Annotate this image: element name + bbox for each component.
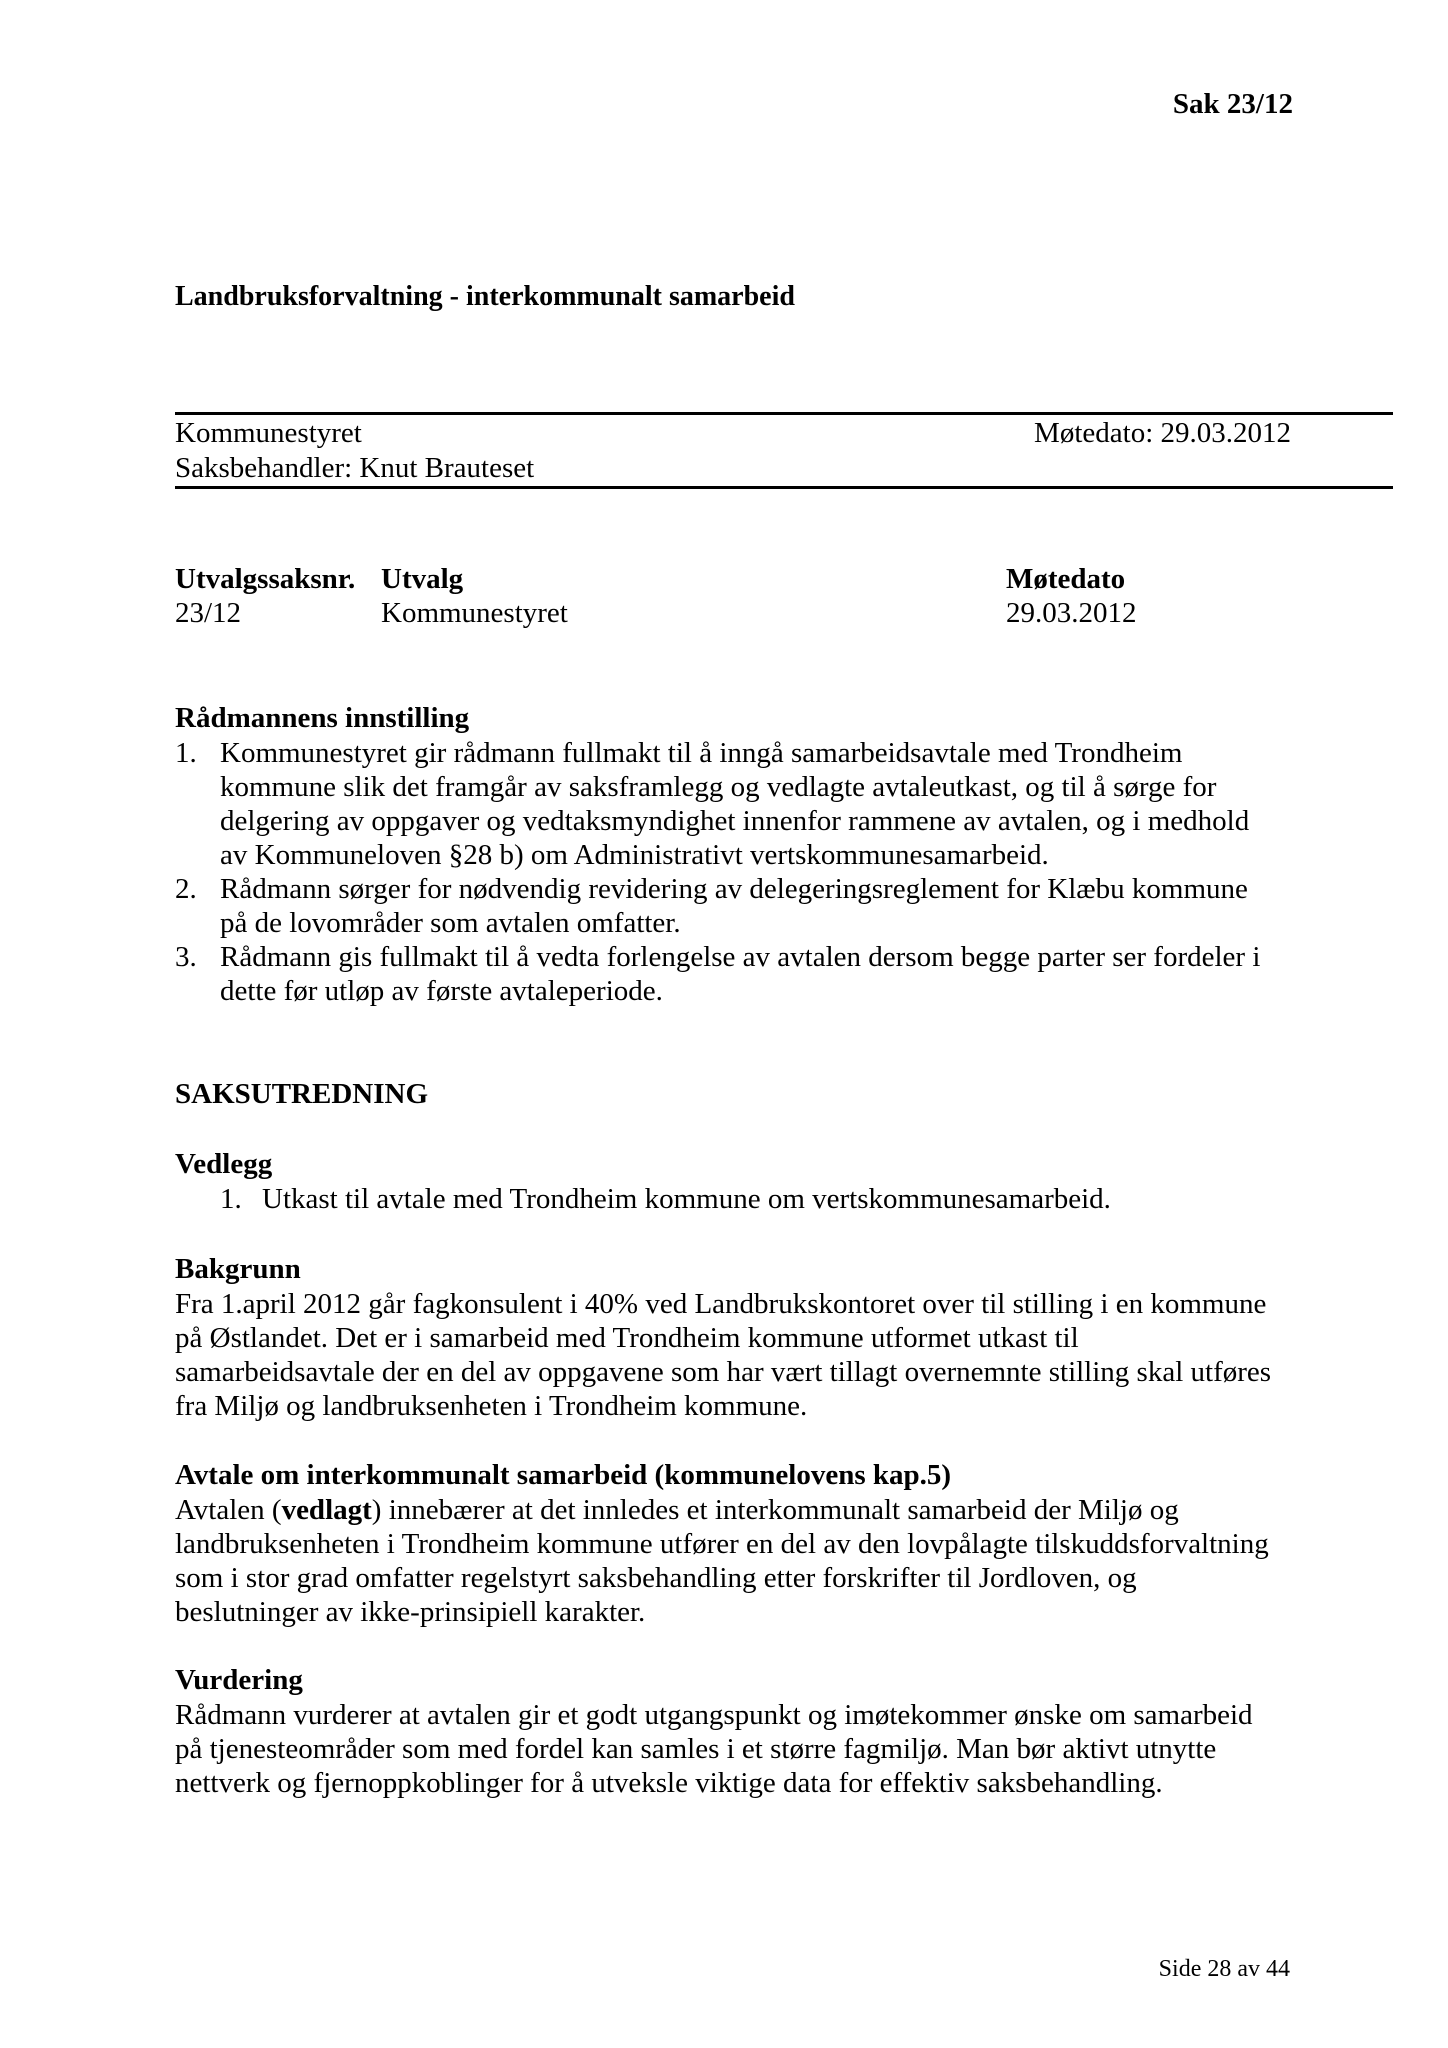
list-item-text [220, 940, 1300, 1008]
text-line: delgering av oppgaver og vedtaksmyndighet innenfor rammene av avtalen, og i medhold [220, 805, 1250, 837]
text-line [175, 1493, 1269, 1527]
text-line: beslutninger av ikke-prinsipiell karakter. [175, 1596, 646, 1628]
case-table-header-date: Møtedato [1006, 563, 1126, 595]
avtale-paragraph [175, 1493, 1269, 1629]
text-line: Rådmann sørger for nødvendig revidering av delegeringsreglement for Klæbu kommune [220, 873, 1248, 905]
list-item-text [220, 872, 1300, 940]
list-item-text [262, 1182, 1342, 1216]
text-run: Avtalen ( [175, 1494, 282, 1526]
case-table-header-number: Utvalgssaksnr. [175, 563, 356, 595]
vurdering-paragraph [175, 1698, 1253, 1800]
text-line: dette før utløp av første avtaleperiode. [220, 975, 663, 1007]
text-line: Fra 1.april 2012 går fagkonsulent i 40% ved Landbrukskontoret over til stilling i en kommune [175, 1288, 1267, 1320]
list-item-number: 1. [220, 1183, 242, 1215]
page-number: Side 28 av 44 [1158, 1956, 1290, 1982]
text-line: Rådmann gis fullmakt til å vedta forlengelse av avtalen dersom begge parter ser fordeler i [220, 941, 1261, 973]
committee-name: Kommunestyret [175, 417, 362, 449]
text-line: Rådmann vurderer at avtalen gir et godt utgangspunkt og imøtekommer ønske om samarbeid [175, 1699, 1253, 1731]
text-line: på tjenesteområder som med fordel kan samles i et større fagmiljø. Man bør aktivt utnytte [175, 1733, 1217, 1765]
recommendation-heading: Rådmannens innstilling [175, 702, 470, 734]
vurdering-heading: Vurdering [175, 1664, 303, 1696]
avtale-heading: Avtale om interkommunalt samarbeid (kommunelovens kap.5) [175, 1459, 952, 1491]
divider-bottom [175, 486, 1393, 489]
bakgrunn-paragraph [175, 1287, 1271, 1423]
list-item-number: 3. [175, 941, 197, 973]
text-line: fra Miljø og landbruksenheten i Trondheim kommune. [175, 1390, 808, 1422]
text-line: Kommunestyret gir rådmann fullmakt til å inngå samarbeidsavtale med Trondheim [220, 737, 1183, 769]
case-table-header-committee: Utvalg [381, 563, 464, 595]
text-line: landbruksenheten i Trondheim kommune utfører en del av den lovpålagte tilskuddsforvaltning [175, 1528, 1269, 1560]
text-run: ) innebærer at det innledes et interkommunalt samarbeid der Miljø og [371, 1494, 1179, 1526]
text-line: Utkast til avtale med Trondheim kommune om vertskommunesamarbeid. [262, 1183, 1111, 1215]
text-line: nettverk og fjernoppkoblinger for å utveksle viktige data for effektiv saksbehandling. [175, 1767, 1163, 1799]
text-line: på Østlandet. Det er i samarbeid med Trondheim kommune utformet utkast til [175, 1322, 1079, 1354]
emphasis-vedlagt: vedlagt [281, 1494, 372, 1526]
case-table-cell-date: 29.03.2012 [1006, 597, 1137, 629]
vedlegg-list [220, 1182, 1320, 1216]
case-table-cell-number: 23/12 [175, 597, 242, 629]
text-line: kommune slik det framgår av saksframlegg og vedlagte avtaleutkast, og til å sørge for [220, 771, 1217, 803]
case-table-cell-committee: Kommunestyret [381, 597, 568, 629]
list-item-number: 2. [175, 873, 197, 905]
list-item-text [220, 736, 1300, 872]
document-title: Landbruksforvaltning - interkommunalt samarbeid [175, 281, 795, 312]
text-line: samarbeidsavtale der en del av oppgavene som har vært tillagt overnemnte stilling skal utføres [175, 1356, 1272, 1388]
case-officer: Saksbehandler: Knut Brauteset [175, 452, 535, 484]
saksutredning-heading: SAKSUTREDNING [175, 1078, 428, 1110]
meeting-date: Møtedato: 29.03.2012 [1034, 417, 1291, 449]
case-reference: Sak 23/12 [1172, 88, 1293, 120]
vedlegg-heading: Vedlegg [175, 1148, 273, 1180]
text-line: av Kommuneloven §28 b) om Administrativt vertskommunesamarbeid. [220, 839, 1049, 871]
text-line: på de lovområder som avtalen omfatter. [220, 907, 681, 939]
divider-top [175, 412, 1393, 415]
recommendation-list [175, 736, 1325, 1016]
list-item-number: 1. [175, 737, 197, 769]
text-line: som i stor grad omfatter regelstyrt saksbehandling etter forskrifter til Jordloven, og [175, 1562, 1137, 1594]
bakgrunn-heading: Bakgrunn [175, 1253, 301, 1285]
